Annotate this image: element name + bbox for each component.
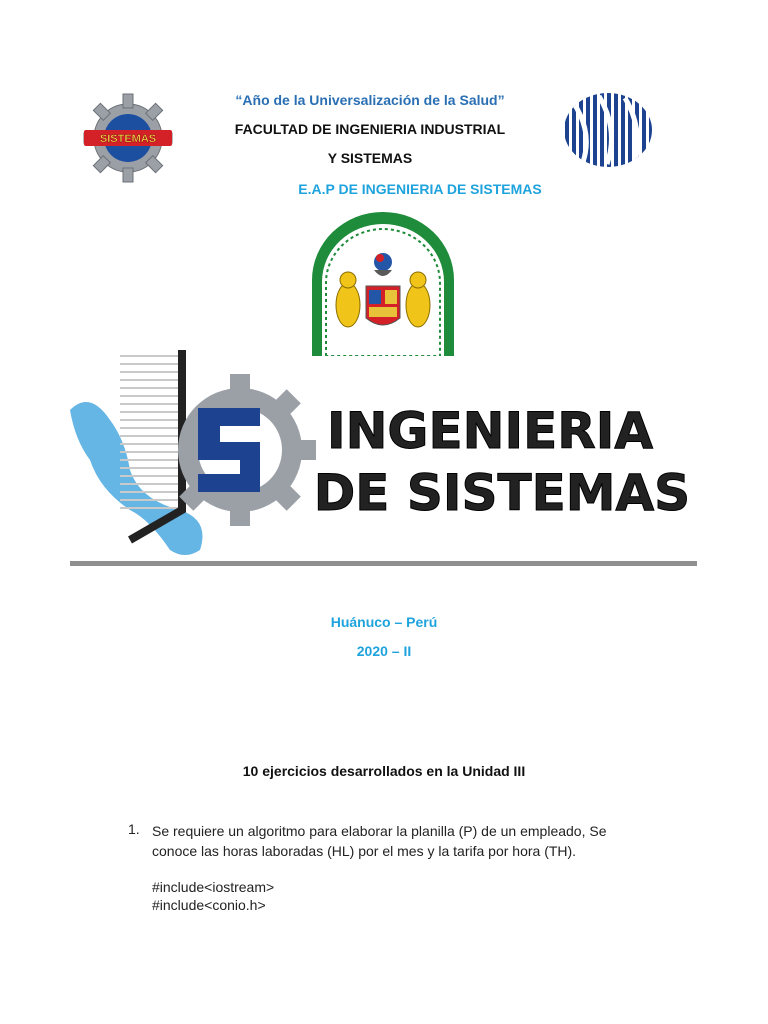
code-line: #include<conio.h>	[152, 897, 266, 913]
year-slogan: “Año de la Universalización de la Salud”	[235, 92, 505, 108]
exercise-statement	[152, 821, 672, 861]
section-title: 10 ejercicios desarrollados en la Unidad III	[242, 763, 526, 779]
banner-line-1: INGENIERIA	[326, 402, 654, 460]
sistemas-gear-logo	[80, 90, 176, 186]
term-line: 2020 – II	[356, 643, 412, 659]
code-line: #include<iostream>	[152, 879, 275, 895]
city-line: Huánuco – Perú	[330, 614, 438, 630]
faculty-line-2: Y SISTEMAS	[327, 150, 413, 166]
banner-line-2: DE SISTEMAS	[313, 464, 691, 522]
school-name: E.A.P DE INGENIERIA DE SISTEMAS	[298, 181, 542, 197]
faculty-line-1: FACULTAD DE INGENIERIA INDUSTRIAL	[234, 121, 506, 137]
university-crest	[308, 210, 458, 356]
exercise-number: 1.	[128, 821, 140, 837]
code-block	[152, 878, 274, 914]
exercise-text-line-1: Se requiere un algoritmo para elaborar la planilla (P) de un empleado, Se	[152, 823, 607, 839]
horizontal-rule	[70, 561, 697, 566]
ingenieria-de-sistemas-banner	[70, 350, 696, 560]
exercise-text-line-2: conoce las horas laboradas (HL) por el mes y la tarifa por hora (TH).	[152, 843, 577, 859]
badge-text: SISTEMAS	[99, 133, 157, 145]
